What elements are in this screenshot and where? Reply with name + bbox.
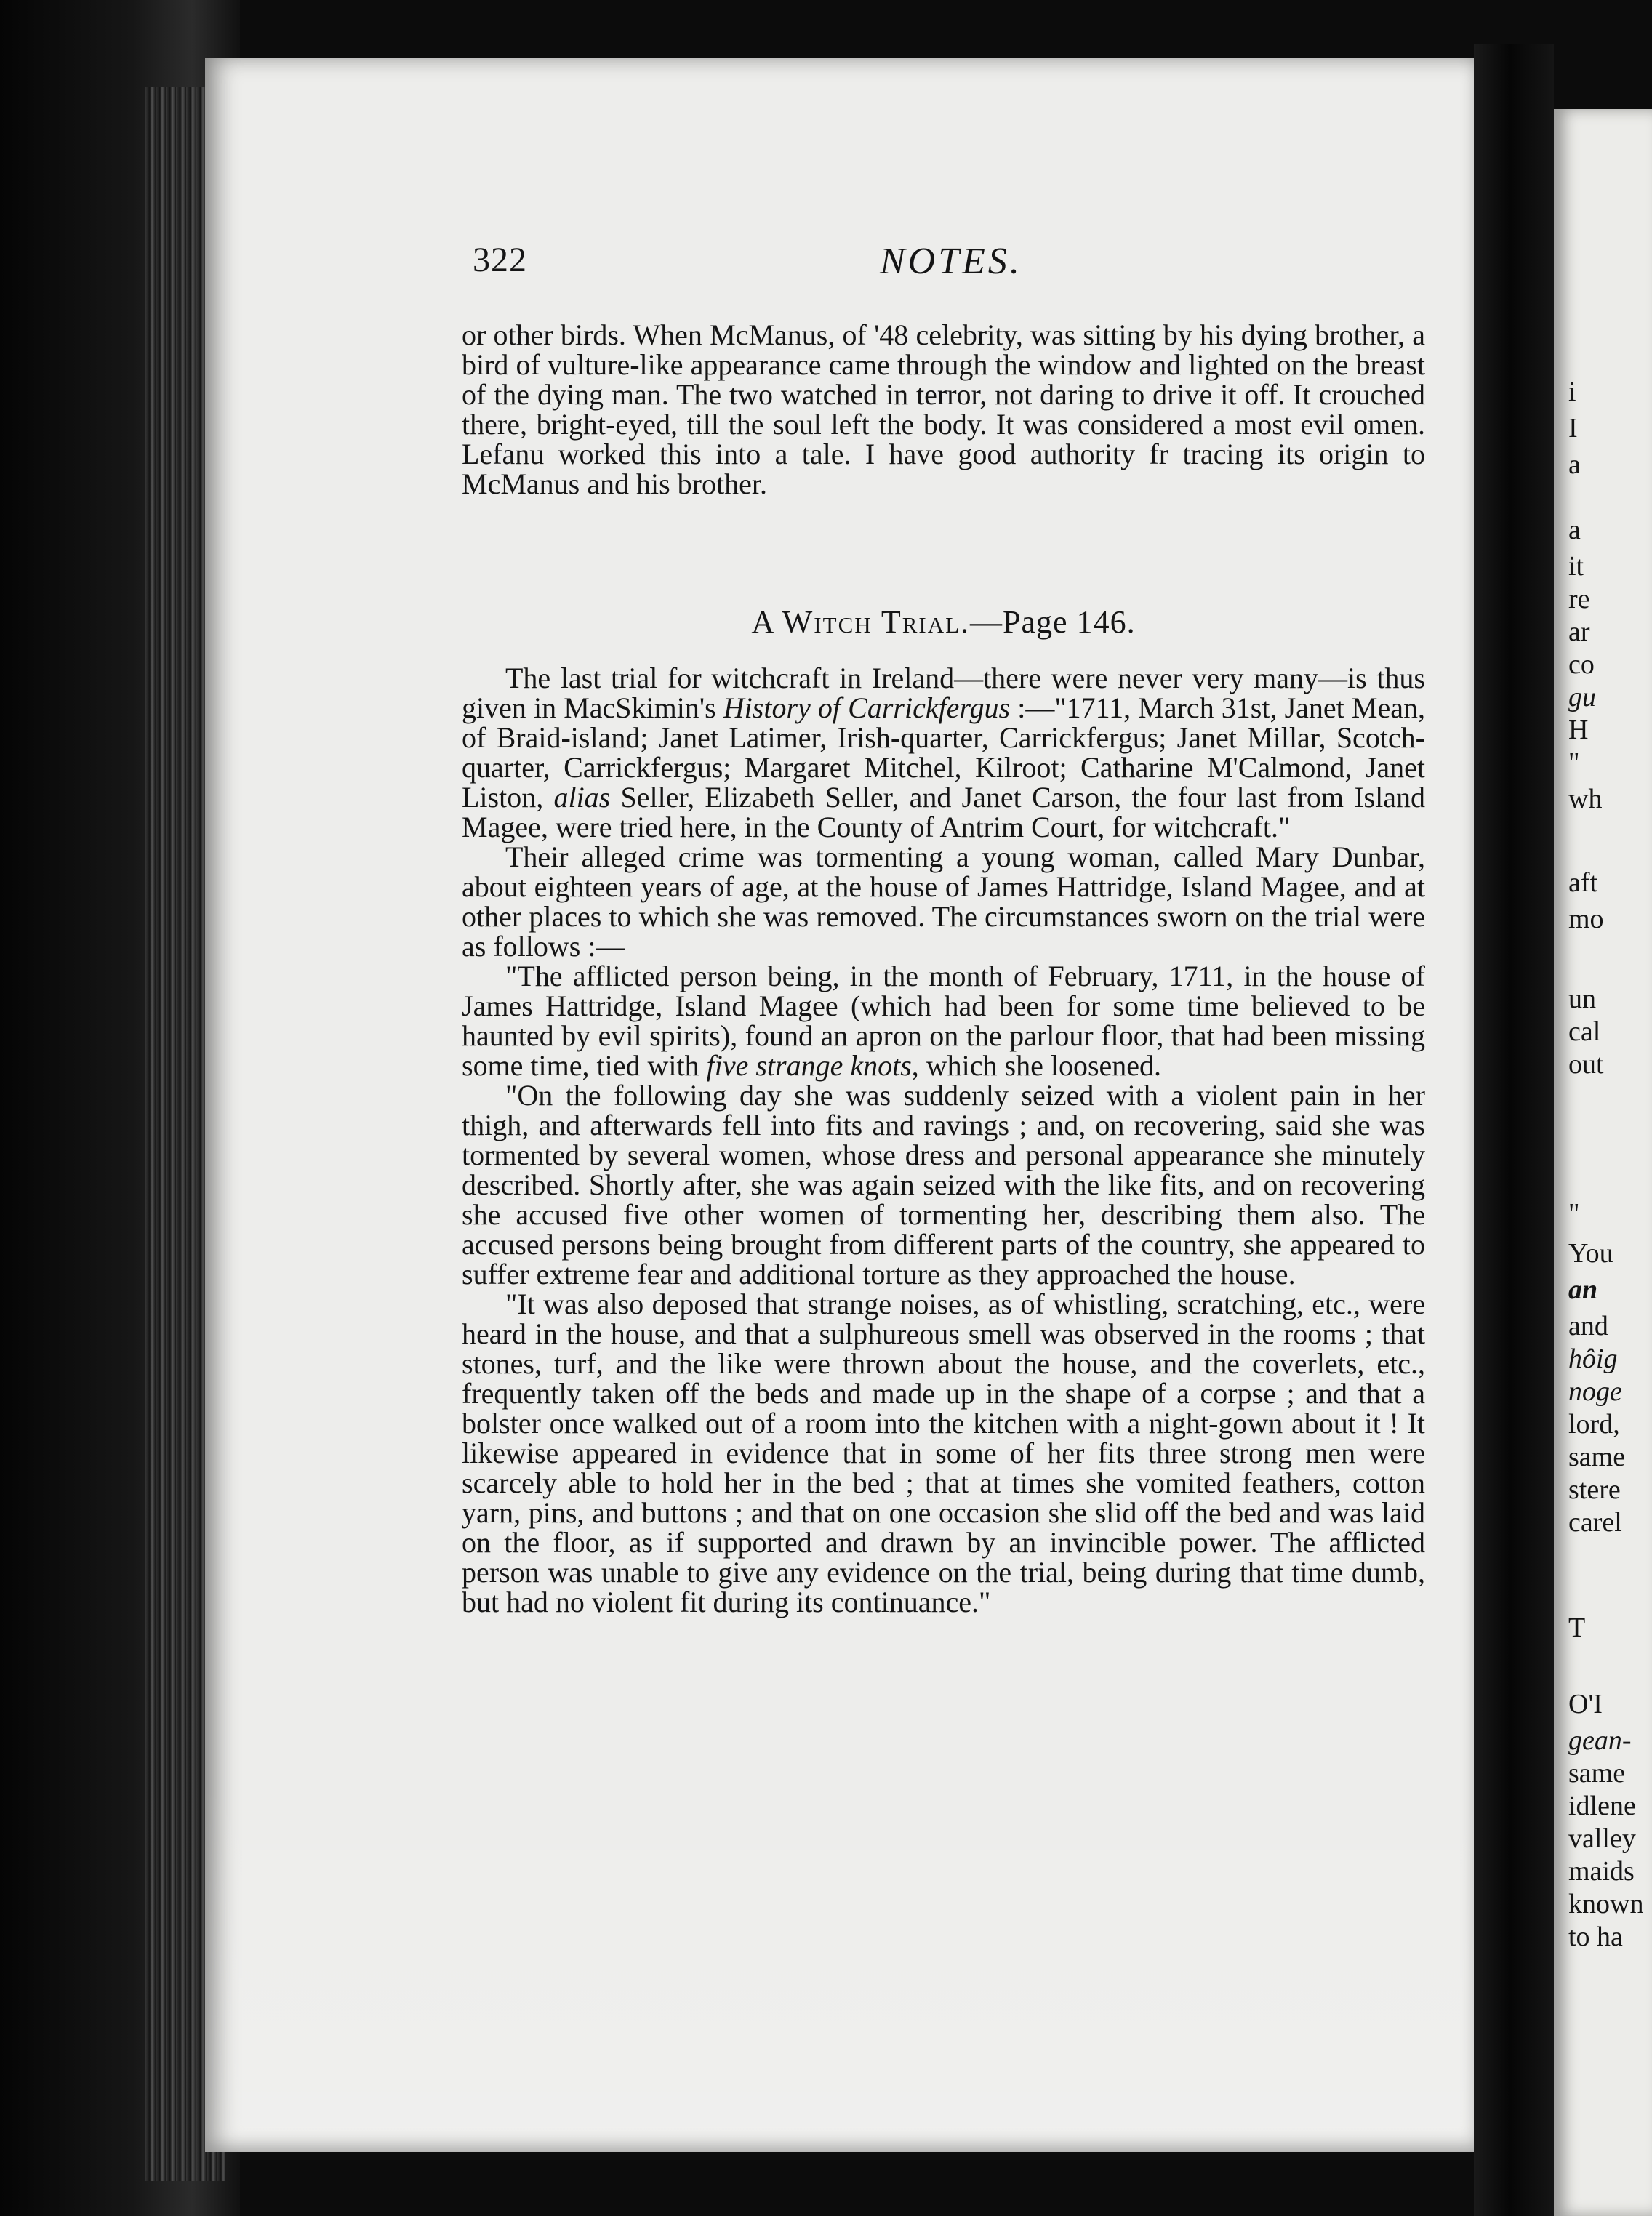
paragraph-3 — [462, 961, 1425, 1080]
facing-text: un — [1568, 984, 1596, 1014]
facing-text: T — [1568, 1613, 1586, 1643]
facing-text: noge — [1568, 1376, 1622, 1407]
facing-text: same — [1568, 1758, 1626, 1789]
p3-emphasis: five strange knots — [706, 1049, 912, 1082]
facing-text: a — [1568, 449, 1581, 480]
paragraph-1 — [462, 663, 1425, 842]
p1-alias: alias — [553, 781, 611, 814]
facing-text: i — [1568, 377, 1576, 407]
section-title-page: —Page 146. — [970, 604, 1136, 640]
facing-text: ar — [1568, 617, 1590, 647]
paragraph-2: Their alleged crime was tormenting a young woman, called Mary Dunbar, about eighteen years of age, at the house of James Hattridge, Island Magee, and at other places to which she was removed. The circumstances sworn on the trial were as follows :— — [462, 840, 1425, 963]
facing-text: co — [1568, 649, 1595, 680]
facing-page-fragment — [1554, 109, 1652, 2216]
facing-text: aft — [1568, 867, 1598, 898]
facing-text: wh — [1568, 784, 1603, 814]
top-paragraph — [462, 320, 1425, 499]
facing-text: maids — [1568, 1856, 1635, 1887]
facing-text: carel — [1568, 1507, 1622, 1538]
facing-text: stere — [1568, 1474, 1621, 1505]
facing-text: " — [1568, 747, 1580, 778]
facing-text: H — [1568, 715, 1589, 745]
facing-text: You — [1568, 1238, 1613, 1269]
facing-text: idlene — [1568, 1791, 1636, 1821]
paragraph-5: "It was also deposed that strange noises, as of whistling, scratching, etc., were heard in the house, and that a sulphureous smell was observed in the rooms ; that stones, turf, and the like were thrown about the house, and the coverlets, etc., frequently taken off the beds and made up in the shape of a corpse ; and that a bolster once walked out of a room into the kitchen with a night-gown about it ! It likewise appeared in evidence that in some of her fits three strong men were scarcely able to hold her in the bed ; that at times she vomited feathers, cotton yarn, pins, and buttons ; and that on one occasion she slid off the bed and was laid on the floor, as if supported and drawn by an invincible power. The afflicted person was unable to give any evidence on the trial, being during that time dumb, but had no violent fit during its continuance." — [462, 1288, 1425, 1618]
facing-text: " — [1568, 1198, 1580, 1229]
facing-text: and — [1568, 1311, 1608, 1341]
paragraph-continuation: or other birds. When McManus, of '48 celebrity, was sitting by his dying brother, a bird of vulture-like appearance came through the window and lighted on the breast of the dying man. The two watched in terror, not daring to drive it off. It crouched there, bright-eyed, till the soul left the body. It was considered a most evil omen. Lefanu worked this into a tale. I have good authority fr tracing its origin to McManus and his brother. — [462, 318, 1425, 500]
p1-text-b: :—"1711, March 31st, Janet Mean, of Braid-island; Janet Latimer, Irish-quarter, Carrickfergus; Janet Millar, Scotch-quarter, Carrickfergus; Margaret Mitchel, Kilroot; Catharine M'Calmond, Janet Liston, — [462, 691, 1425, 814]
facing-text: known — [1568, 1889, 1644, 1919]
facing-text: gean- — [1568, 1725, 1632, 1756]
p3-text-b: , which she loosened. — [911, 1049, 1162, 1082]
facing-text: gu — [1568, 682, 1596, 712]
running-head: NOTES. — [880, 241, 1022, 282]
p1-text-a: The last trial for witchcraft in Ireland—there were never very many—is thus given in MacSkimin's — [462, 662, 1425, 724]
section-title — [462, 603, 1425, 641]
facing-text: re — [1568, 584, 1590, 614]
facing-text: out — [1568, 1049, 1604, 1080]
page-number: 322 — [473, 241, 527, 279]
facing-text: a — [1568, 515, 1581, 545]
facing-text: hôig — [1568, 1344, 1618, 1374]
facing-text: O'I — [1568, 1689, 1603, 1719]
facing-text: lord, — [1568, 1409, 1620, 1440]
p3-text-a: "The afflicted person being, in the month of February, 1711, in the house of James Hattridge, Island Magee (which had been for some time believed to be haunted by evil spirits), found an apron on the parlour floor, that had been missing some time, tied with — [462, 960, 1425, 1082]
facing-text: I — [1568, 413, 1578, 443]
section-title-a: A — [751, 604, 774, 640]
section-body — [462, 663, 1425, 1617]
facing-text: it — [1568, 551, 1584, 582]
book-gutter — [1474, 44, 1554, 2216]
p1-text-c: Seller, Elizabeth Seller, and Janet Carson, the four last from Island Magee, were tried here, in the County of Antrim Court, for witchcraft." — [462, 781, 1425, 843]
facing-text: an — [1568, 1274, 1598, 1305]
facing-text: to ha — [1568, 1922, 1623, 1952]
facing-text: valley — [1568, 1823, 1636, 1854]
page-fade — [205, 1781, 1474, 2152]
facing-text: cal — [1568, 1016, 1601, 1047]
facing-text: mo — [1568, 904, 1604, 934]
section-title-main: Witch Trial. — [782, 604, 971, 640]
paragraph-4: "On the following day she was suddenly seized with a violent pain in her thigh, and afterwards fell into fits and ravings ; and, on recovering, said she was tormented by several women, whose dress and personal appearance she minutely described. Shortly after, she was again seized with the like fits, and on recovering she accused five other women of tormenting her, describing them also. The accused persons being brought from different parts of the country, she appeared to suffer extreme fear and additional torture as they approached the house. — [462, 1079, 1425, 1290]
p1-book-title: History of Carrickfergus — [723, 691, 1011, 724]
facing-text: same — [1568, 1442, 1626, 1472]
page-header — [473, 240, 1440, 291]
